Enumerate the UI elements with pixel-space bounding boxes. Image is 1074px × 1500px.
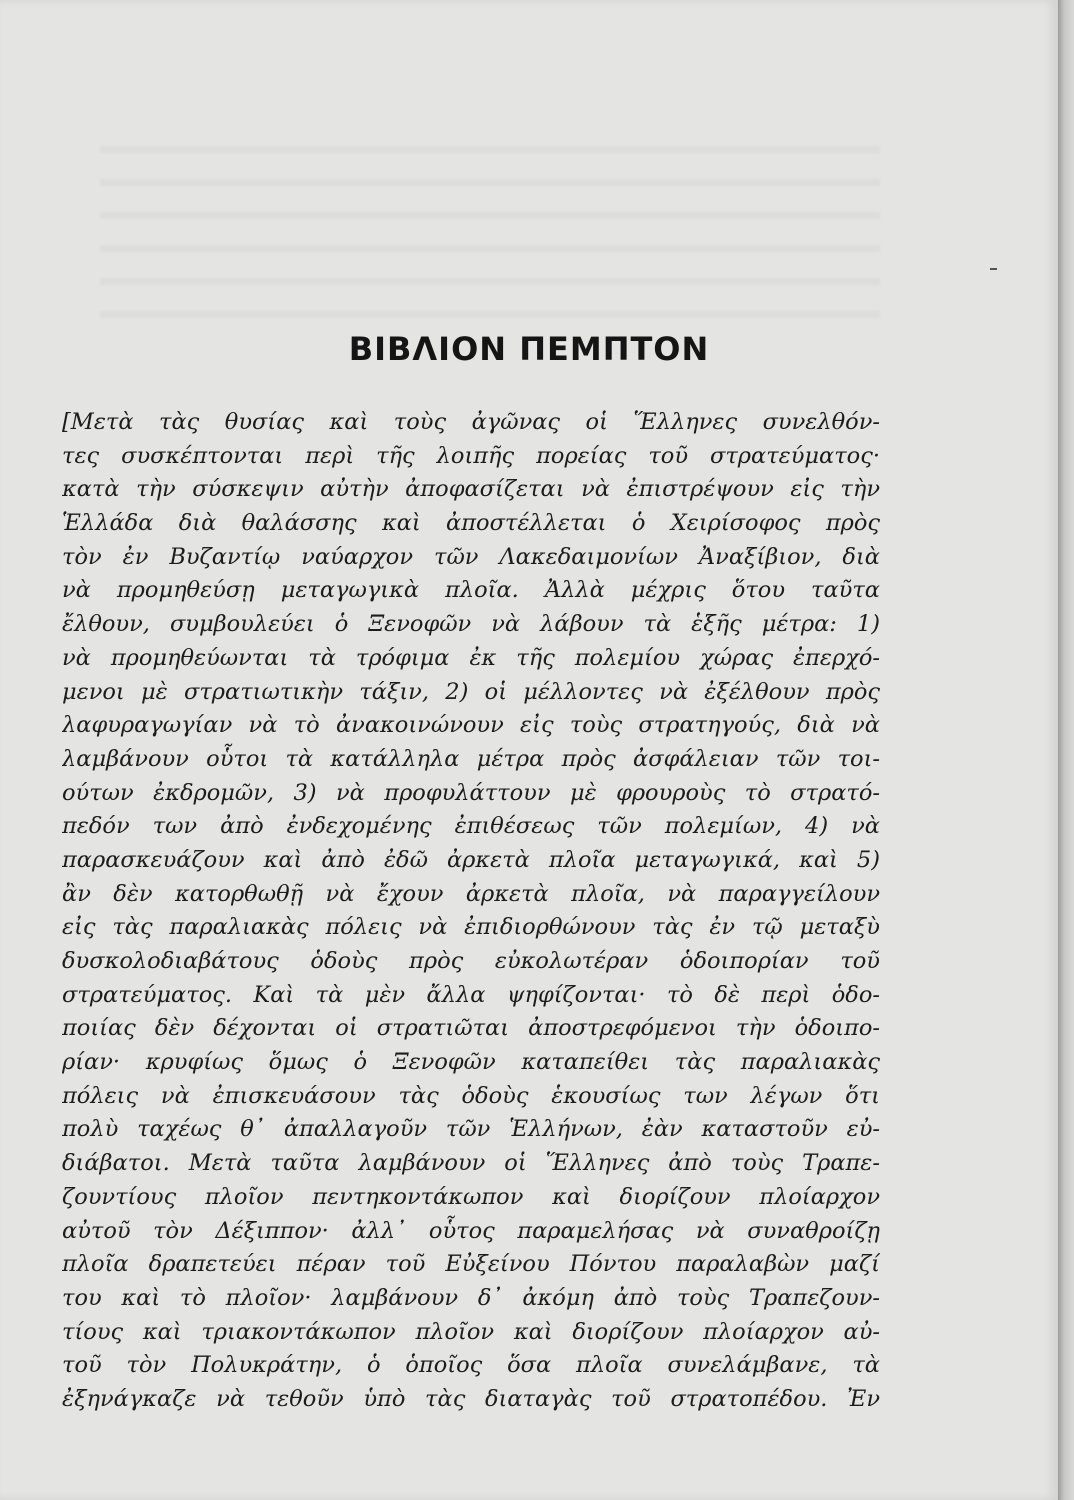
text-line: διάβατοι. Μετὰ ταῦτα λαμβάνουν οἱ Ἕλληνες ἀπὸ τοὺς Τραπε- bbox=[62, 1150, 880, 1177]
text-line: νὰ προμηθεύωνται τὰ τρόφιμα ἐκ τῆς πολεμίου χώρας ἐπερχό- bbox=[62, 644, 880, 671]
text-line: πόλεις νὰ ἐπισκευάσουν τὰς ὁδοὺς ἑκουσίως των λέγων ὅτι bbox=[62, 1082, 880, 1109]
text-line: πλοῖα δραπετεύει πέραν τοῦ Εὐξείνου Πόντου παραλαβὼν μαζί bbox=[62, 1251, 880, 1278]
text-line: ούτων ἐκδρομῶν, 3) νὰ προφυλάττουν μὲ φρουροὺς τὸ στρατό- bbox=[62, 779, 880, 806]
body-paragraph bbox=[62, 406, 880, 1417]
text-line: ἐξηνάγκαζε νὰ τεθοῦν ὑπὸ τὰς διαταγὰς τοῦ στρατοπέδου. Ἐν bbox=[62, 1385, 880, 1412]
bleed-through-text bbox=[100, 120, 880, 320]
text-line: [Μετὰ τὰς θυσίας καὶ τοὺς ἀγῶνας οἱ Ἕλληνες συνελθόν- bbox=[62, 409, 880, 435]
text-line: εἰς τὰς παραλιακὰς πόλεις νὰ ἐπιδιορθώνουν τὰς ἐν τῷ μεταξὺ bbox=[62, 914, 880, 941]
text-line: ποιίας δὲν δέχονται οἱ στρατιῶται ἀποστρεφόμενοι τὴν ὁδοιπο- bbox=[62, 1015, 880, 1042]
text-line: αὐτοῦ τὸν Δέξιππον· ἀλλ᾿ οὗτος παραμελήσας νὰ συναθροίζῃ bbox=[62, 1217, 880, 1244]
text-line: τίους καὶ τριακοντάκωπον πλοῖον καὶ διορίζουν πλοίαρχον αὐ- bbox=[62, 1318, 880, 1345]
text-line: κατὰ τὴν σύσκεψιν αὐτὴν ἀποφασίζεται νὰ ἐπιστρέψουν εἰς τὴν bbox=[62, 476, 880, 503]
margin-mark bbox=[990, 268, 997, 270]
text-line: ἔλθουν, συμβουλεύει ὁ Ξενοφῶν νὰ λάβουν τὰ ἑξῆς μέτρα: 1) bbox=[62, 611, 880, 638]
text-line: λαμβάνουν οὗτοι τὰ κατάλληλα μέτρα πρὸς ἀσφάλειαν τῶν τοι- bbox=[62, 745, 880, 772]
text-line: πεδόν των ἀπὸ ἐνδεχομένης ἐπιθέσεως τῶν πολεμίων, 4) νὰ bbox=[62, 813, 880, 840]
text-line: μενοι μὲ στρατιωτικὴν τάξιν, 2) οἱ μέλλοντες νὰ ἐξέλθουν πρὸς bbox=[62, 678, 880, 705]
text-line: του καὶ τὸ πλοῖον· λαμβάνουν δ᾿ ἀκόμη ἀπὸ τοὺς Τραπεζουν- bbox=[62, 1284, 880, 1311]
text-line: λαφυραγωγίαν νὰ τὸ ἀνακοινώνουν εἰς τοὺς στρατηγούς, διὰ νὰ bbox=[62, 712, 880, 739]
text-line: τὸν ἐν Βυζαντίῳ ναύαρχον τῶν Λακεδαιμονίων Ἀναξίβιον, διὰ bbox=[62, 543, 880, 570]
text-line: νὰ προμηθεύσῃ μεταγωγικὰ πλοῖα. Ἀλλὰ μέχρις ὅτου ταῦτα bbox=[62, 577, 880, 604]
text-line: δυσκολοδιαβάτους ὁδοὺς πρὸς εὐκολωτέραν ὁδοιπορίαν τοῦ bbox=[62, 948, 880, 974]
text-line: Ἑλλάδα διὰ θαλάσσης καὶ ἀποστέλλεται ὁ Χειρίσοφος πρὸς bbox=[62, 510, 880, 537]
text-line: ἂν δὲν κατορθωθῇ νὰ ἔχουν ἀρκετὰ πλοῖα, νὰ παραγγείλουν bbox=[62, 880, 880, 907]
text-line: ρίαν· κρυφίως ὅμως ὁ Ξενοφῶν καταπείθει τὰς παραλιακὰς bbox=[62, 1049, 880, 1076]
text-line: πολὺ ταχέως θ᾿ ἀπαλλαγοῦν τῶν Ἑλλήνων, ἐὰν καταστοῦν εὐ- bbox=[62, 1116, 880, 1143]
text-line: ζουντίους πλοῖον πεντηκοντάκωπον καὶ διορίζουν πλοίαρχον bbox=[62, 1183, 880, 1210]
text-line: παρασκευάζουν καὶ ἀπὸ ἐδῶ ἀρκετὰ πλοῖα μεταγωγικά, καὶ 5) bbox=[62, 846, 880, 873]
text-line: τες συσκέπτονται περὶ τῆς λοιπῆς πορείας τοῦ στρατεύματος· bbox=[62, 442, 880, 469]
page-edge-shadow bbox=[1058, 0, 1074, 1500]
chapter-title: ΒΙΒΛΙΟΝ ΠΕΜΠΤΟΝ bbox=[348, 330, 710, 368]
text-line: τοῦ τὸν Πολυκράτην, ὁ ὁποῖος ὅσα πλοῖα συνελάμβανε, τὰ bbox=[62, 1352, 880, 1379]
text-line: στρατεύματος. Καὶ τὰ μὲν ἄλλα ψηφίζονται· τὸ δὲ περὶ ὁδο- bbox=[62, 981, 880, 1008]
